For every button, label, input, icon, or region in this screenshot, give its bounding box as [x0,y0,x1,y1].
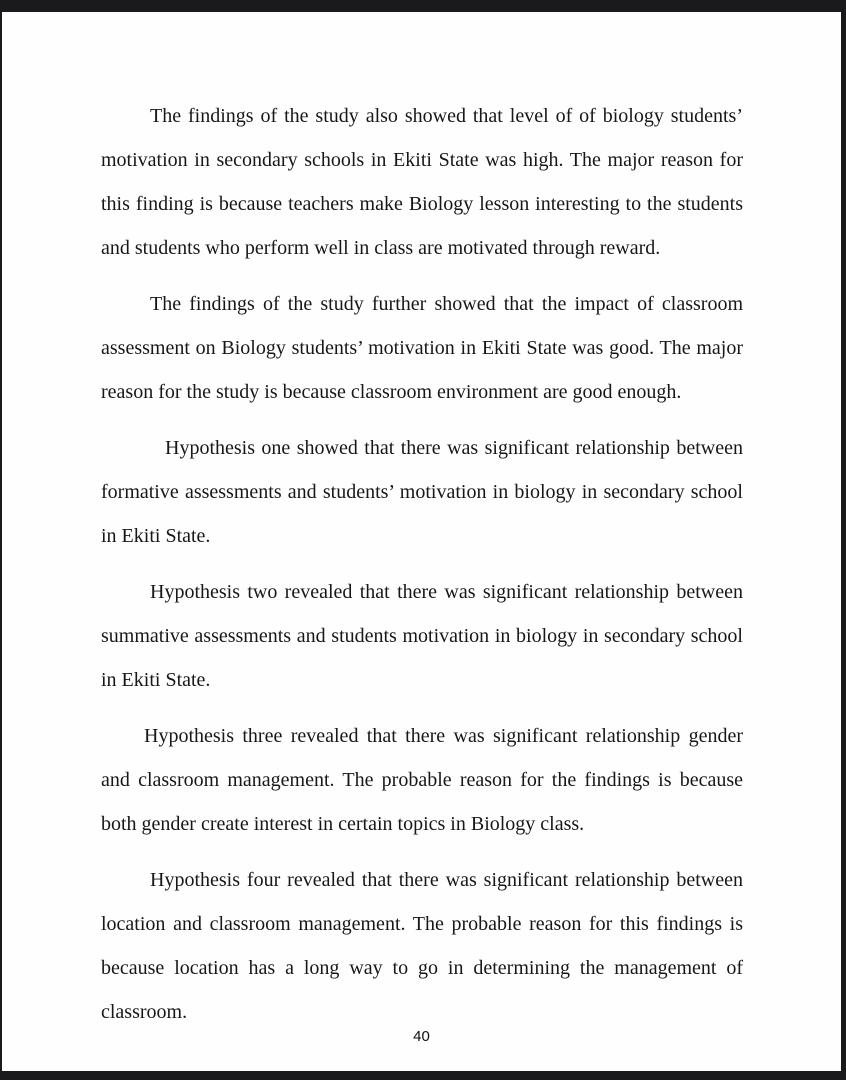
document-page [2,12,841,1071]
paragraph: Hypothesis one showed that there was significant relationship between formative assessments and students’ motivation in biology in secondary school in Ekiti State. [101,437,743,547]
paragraph: Hypothesis two revealed that there was significant relationship between summative assessments and students motivation in biology in secondary school in Ekiti State. [101,581,743,691]
paragraph: The findings of the study also showed that level of of biology students’ motivation in secondary schools in Ekiti State was high. The major reason for this finding is because teachers make Biology lesson interesting to the students and students who perform well in class are motivated through reward. [101,105,743,259]
page-body-text [2,12,841,1034]
paragraph: Hypothesis four revealed that there was significant relationship between location and classroom management. The probable reason for this findings is because location has a long way to go in determining the management of classroom. [101,869,743,1023]
paragraph: Hypothesis three revealed that there was significant relationship gender and classroom management. The probable reason for the findings is because both gender create interest in certain topics in Biology class. [101,725,743,835]
page-number: 40 [413,1028,430,1045]
paragraph: The findings of the study further showed that the impact of classroom assessment on Biology students’ motivation in Ekiti State was good. The major reason for the study is because classroom environment are good enough. [101,293,743,403]
